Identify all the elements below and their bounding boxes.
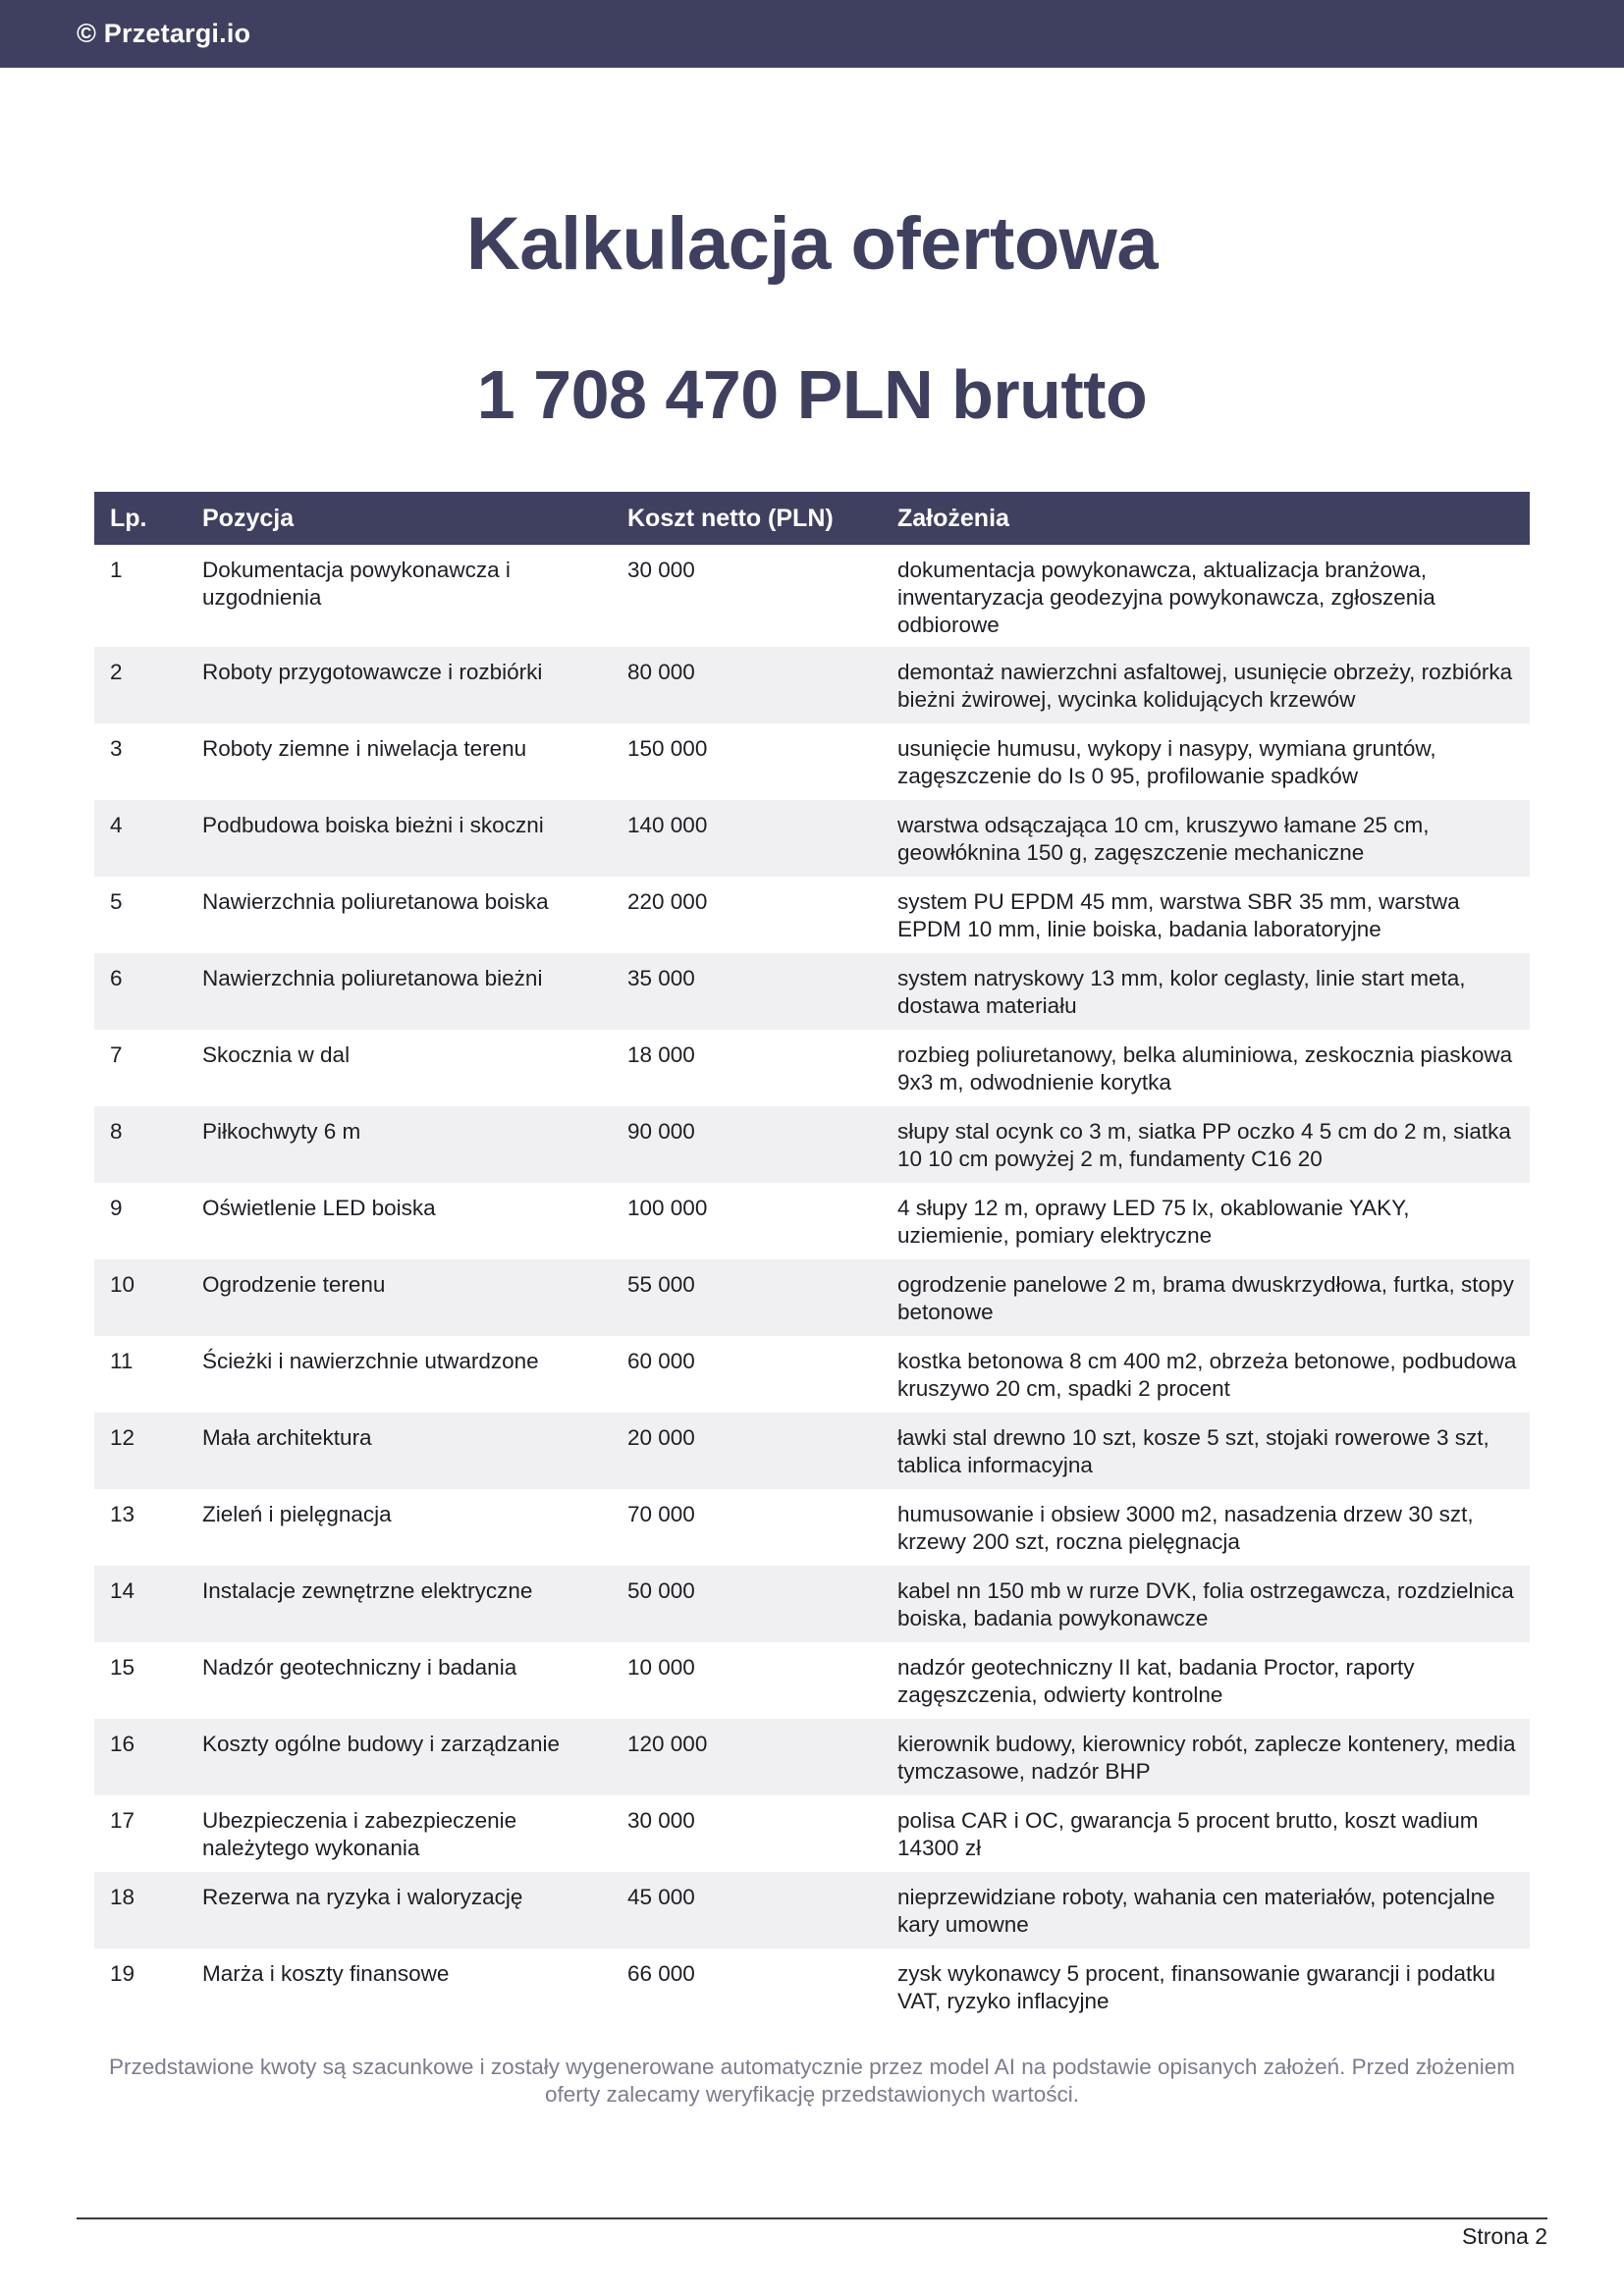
cell-lp: 8 bbox=[110, 1119, 123, 1144]
disclaimer-text: Przedstawione kwoty są szacunkowe i zostały wygenerowane automatycznie przez model AI na podstawie opisanych założeń. Przed złożeniem oferty zalecamy weryfikację przedstawionych wartości. bbox=[109, 2055, 1515, 2107]
table-row bbox=[94, 1030, 1530, 1106]
cell-cost: 66 000 bbox=[627, 1961, 695, 1986]
cell-assumptions: warstwa odsączająca 10 cm, kruszywo łamane 25 cm, geowłóknina 150 g, zagęszczenie mechaniczne bbox=[897, 813, 1430, 865]
cell-cost: 10 000 bbox=[627, 1655, 695, 1680]
cell-assumptions: 4 słupy 12 m, oprawy LED 75 lx, okablowanie YAKY, uziemienie, pomiary elektryczne bbox=[897, 1196, 1410, 1248]
cell-lp: 1 bbox=[110, 558, 123, 582]
cell-assumptions: usunięcie humusu, wykopy i nasypy, wymiana gruntów, zagęszczenie do Is 0 95, profilowanie spadków bbox=[897, 736, 1436, 788]
cell-assumptions: humusowanie i obsiew 3000 m2, nasadzenia drzew 30 szt, krzewy 200 szt, roczna pielęgnacja bbox=[897, 1502, 1474, 1554]
cell-lp: 13 bbox=[110, 1502, 135, 1526]
table-row bbox=[94, 1489, 1530, 1566]
cell-position: Rezerwa na ryzyka i waloryzację bbox=[202, 1885, 523, 1909]
document-title: Kalkulacja ofertowa bbox=[465, 202, 1159, 286]
cell-lp: 9 bbox=[110, 1196, 123, 1220]
table-row bbox=[94, 1642, 1530, 1719]
table-row bbox=[94, 953, 1530, 1030]
table-row bbox=[94, 800, 1530, 877]
table-row bbox=[94, 1719, 1530, 1795]
cell-lp: 19 bbox=[110, 1961, 135, 1986]
table-row bbox=[94, 1336, 1530, 1413]
table-header-row bbox=[94, 492, 1530, 545]
cell-assumptions: rozbieg poliuretanowy, belka aluminiowa, zeskocznia piaskowa 9x3 m, odwodnienie korytka bbox=[897, 1042, 1513, 1095]
cell-position: Roboty ziemne i niwelacja terenu bbox=[202, 736, 527, 761]
column-header-cost: Koszt netto (PLN) bbox=[627, 504, 834, 532]
cell-lp: 14 bbox=[110, 1578, 135, 1603]
cell-cost: 55 000 bbox=[627, 1272, 695, 1297]
cell-lp: 5 bbox=[110, 889, 123, 914]
cell-position: Nawierzchnia poliuretanowa boiska bbox=[202, 889, 549, 914]
cell-position: Instalacje zewnętrzne elektryczne bbox=[202, 1578, 533, 1603]
cell-lp: 16 bbox=[110, 1732, 135, 1756]
table-row bbox=[94, 1949, 1530, 2025]
cell-position: Skocznia w dal bbox=[202, 1042, 351, 1067]
cell-cost: 18 000 bbox=[627, 1042, 695, 1067]
top-bar bbox=[0, 0, 1624, 68]
calculation-table bbox=[94, 492, 1530, 2025]
cell-lp: 7 bbox=[110, 1042, 123, 1067]
cell-assumptions: system PU EPDM 45 mm, warstwa SBR 35 mm, warstwa EPDM 10 mm, linie boiska, badania laboratoryjne bbox=[897, 889, 1460, 941]
table-row bbox=[94, 1183, 1530, 1259]
cell-assumptions: nadzór geotechniczny II kat, badania Proctor, raporty zagęszczenia, odwierty kontrolne bbox=[897, 1655, 1415, 1707]
footer-divider bbox=[77, 2217, 1547, 2219]
cell-position: Dokumentacja powykonawcza i uzgodnienia bbox=[202, 558, 511, 610]
table-row bbox=[94, 545, 1530, 647]
cell-lp: 12 bbox=[110, 1425, 135, 1450]
cell-cost: 80 000 bbox=[627, 660, 695, 684]
brand-logo-text[interactable]: © Przetargi.io bbox=[77, 19, 251, 48]
table-row bbox=[94, 1566, 1530, 1642]
cell-assumptions: ławki stal drewno 10 szt, kosze 5 szt, stojaki rowerowe 3 szt, tablica informacyjna bbox=[897, 1425, 1489, 1477]
cell-position: Ubezpieczenia i zabezpieczenie należytego wykonania bbox=[202, 1808, 517, 1860]
total-amount: 1 708 470 PLN brutto bbox=[476, 356, 1148, 433]
table-row bbox=[94, 877, 1530, 953]
cell-position: Nawierzchnia poliuretanowa bieżni bbox=[202, 966, 543, 990]
cell-lp: 6 bbox=[110, 966, 123, 990]
column-header-position: Pozycja bbox=[202, 504, 295, 532]
table-body bbox=[94, 545, 1530, 2025]
cell-lp: 15 bbox=[110, 1655, 135, 1680]
table-row bbox=[94, 1413, 1530, 1489]
cell-assumptions: system natryskowy 13 mm, kolor ceglasty, linie start meta, dostawa materiału bbox=[897, 966, 1466, 1018]
cell-cost: 20 000 bbox=[627, 1425, 695, 1450]
cell-position: Marża i koszty finansowe bbox=[202, 1961, 450, 1986]
cell-lp: 18 bbox=[110, 1885, 135, 1909]
cell-position: Zieleń i pielęgnacja bbox=[202, 1502, 392, 1526]
cell-assumptions: demontaż nawierzchni asfaltowej, usunięcie obrzeży, rozbiórka bieżni żwirowej, wycinka kolidujących krzewów bbox=[897, 660, 1513, 712]
cell-assumptions: dokumentacja powykonawcza, aktualizacja branżowa, inwentaryzacja geodezyjna powykonawcza, zgłoszenia odbiorowe bbox=[897, 558, 1435, 637]
cell-cost: 120 000 bbox=[627, 1732, 708, 1756]
cell-position: Ścieżki i nawierzchnie utwardzone bbox=[202, 1349, 539, 1373]
table-row bbox=[94, 1259, 1530, 1336]
cell-cost: 35 000 bbox=[627, 966, 695, 990]
page-number: Strona 2 bbox=[1462, 2223, 1547, 2249]
cell-cost: 140 000 bbox=[627, 813, 708, 837]
cell-cost: 60 000 bbox=[627, 1349, 695, 1373]
cell-position: Koszty ogólne budowy i zarządzanie bbox=[202, 1732, 560, 1756]
cell-cost: 100 000 bbox=[627, 1196, 708, 1220]
cell-lp: 10 bbox=[110, 1272, 135, 1297]
cell-cost: 90 000 bbox=[627, 1119, 695, 1144]
cell-cost: 150 000 bbox=[627, 736, 708, 761]
cell-cost: 45 000 bbox=[627, 1885, 695, 1909]
cell-assumptions: kierownik budowy, kierownicy robót, zaplecze kontenery, media tymczasowe, nadzór BHP bbox=[897, 1732, 1516, 1784]
cell-position: Roboty przygotowawcze i rozbiórki bbox=[202, 660, 543, 684]
cell-assumptions: słupy stal ocynk co 3 m, siatka PP oczko 4 5 cm do 2 m, siatka 10 10 cm powyżej 2 m, fundamenty C16 20 bbox=[897, 1119, 1511, 1171]
calculation-table-container bbox=[94, 492, 1530, 2025]
cell-lp: 17 bbox=[110, 1808, 135, 1833]
cell-lp: 3 bbox=[110, 736, 123, 761]
cell-cost: 220 000 bbox=[627, 889, 708, 914]
cell-cost: 70 000 bbox=[627, 1502, 695, 1526]
cell-lp: 4 bbox=[110, 813, 123, 837]
cell-assumptions: ogrodzenie panelowe 2 m, brama dwuskrzydłowa, furtka, stopy betonowe bbox=[897, 1272, 1514, 1324]
cell-assumptions: zysk wykonawcy 5 procent, finansowanie gwarancji i podatku VAT, ryzyko inflacyjne bbox=[897, 1961, 1496, 2013]
column-header-lp: Lp. bbox=[110, 504, 147, 532]
table-row bbox=[94, 1795, 1530, 1872]
cell-position: Oświetlenie LED boiska bbox=[202, 1196, 436, 1220]
table-row bbox=[94, 1106, 1530, 1183]
table-row bbox=[94, 1872, 1530, 1949]
cell-assumptions: kostka betonowa 8 cm 400 m2, obrzeża betonowe, podbudowa kruszywo 20 cm, spadki 2 procent bbox=[897, 1349, 1517, 1401]
cell-cost: 50 000 bbox=[627, 1578, 695, 1603]
cell-lp: 2 bbox=[110, 660, 123, 684]
cell-cost: 30 000 bbox=[627, 558, 695, 582]
cell-position: Ogrodzenie terenu bbox=[202, 1272, 386, 1297]
table-row bbox=[94, 647, 1530, 723]
cell-assumptions: polisa CAR i OC, gwarancja 5 procent brutto, koszt wadium 14300 zł bbox=[897, 1808, 1479, 1860]
cell-assumptions: nieprzewidziane roboty, wahania cen materiałów, potencjalne kary umowne bbox=[897, 1885, 1495, 1937]
table-row bbox=[94, 723, 1530, 800]
column-header-assumptions: Założenia bbox=[897, 504, 1009, 532]
cell-position: Podbudowa boiska bieżni i skoczni bbox=[202, 813, 544, 837]
cell-assumptions: kabel nn 150 mb w rurze DVK, folia ostrzegawcza, rozdzielnica boiska, badania powykonawcze bbox=[897, 1578, 1514, 1630]
cell-cost: 30 000 bbox=[627, 1808, 695, 1833]
cell-position: Mała architektura bbox=[202, 1425, 372, 1450]
cell-lp: 11 bbox=[110, 1349, 134, 1373]
cell-position: Nadzór geotechniczny i badania bbox=[202, 1655, 517, 1680]
cell-position: Piłkochwyty 6 m bbox=[202, 1119, 361, 1144]
